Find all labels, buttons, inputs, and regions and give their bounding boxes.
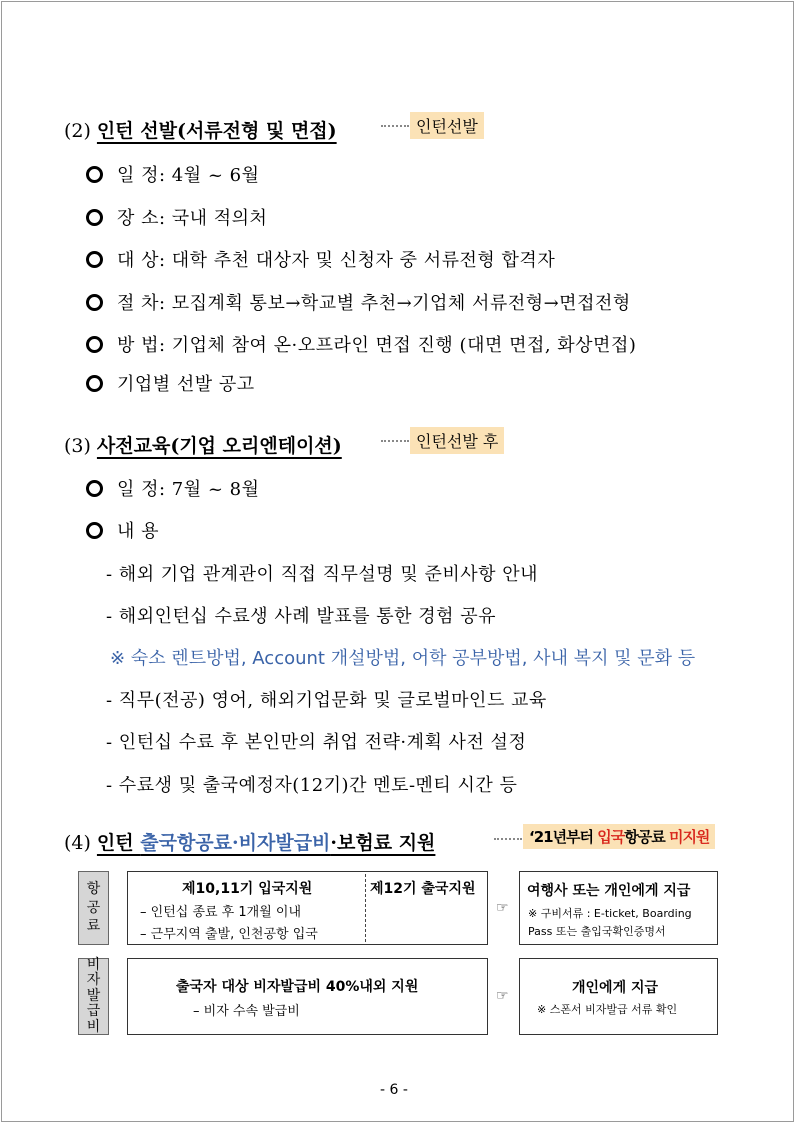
circle-bullet-icon bbox=[86, 166, 103, 183]
section-2-heading bbox=[64, 116, 337, 143]
bullet-text: 대 상: 대학 추천 대상자 및 신청자 중 서류전형 합격자 bbox=[117, 250, 556, 271]
section-4-heading bbox=[64, 828, 435, 855]
label-char: 발 bbox=[86, 987, 101, 1004]
label-char: 자 bbox=[86, 972, 101, 989]
bullet-text: 일 정: 7월 ~ 8월 bbox=[117, 479, 260, 500]
visa-support-heading: 출국자 대상 비자발급비 40%내외 지원 bbox=[176, 979, 419, 995]
airfare-col2-heading: 제12기 출국지원 bbox=[370, 881, 476, 897]
pointing-hand-icon: ☞ bbox=[496, 988, 509, 1004]
label-char: 비 bbox=[86, 957, 101, 974]
airfare-col1-line: – 인턴십 종료 후 1개월 이내 bbox=[140, 905, 302, 920]
title-part: ·보험료 지원 bbox=[330, 832, 436, 854]
tag-text-red: 입국 bbox=[597, 828, 625, 846]
section-tag: 인턴선발 bbox=[410, 112, 484, 139]
dotted-leader bbox=[381, 125, 409, 127]
bullet-item bbox=[86, 204, 267, 230]
section-number: (2) bbox=[64, 120, 91, 142]
circle-bullet-icon bbox=[86, 336, 103, 353]
bullet-text: 절 차: 모집계획 통보→학교별 추천→기업체 서류전형→면접전형 bbox=[117, 293, 631, 314]
dash-item: - 인턴십 수료 후 본인만의 취업 전략·계획 사전 설정 bbox=[106, 732, 527, 753]
label-char: 료 bbox=[86, 918, 101, 935]
airfare-payment-box bbox=[519, 871, 718, 945]
visa-fee-label bbox=[78, 958, 109, 1035]
bullet-text: 방 법: 기업체 참여 온·오프라인 면접 진행 (대면 면접, 화상면접) bbox=[117, 335, 637, 356]
circle-bullet-icon bbox=[86, 375, 103, 392]
column-divider bbox=[365, 874, 366, 942]
dash-item: - 해외인턴십 수료생 사례 발표를 통한 경험 공유 bbox=[106, 606, 497, 627]
title-part-blue: 출국항공료·비자발급비 bbox=[140, 832, 331, 854]
section-title bbox=[97, 832, 435, 854]
section-number: (3) bbox=[64, 435, 91, 457]
airfare-payment-note: ※ 구비서류 : E-ticket, Boarding bbox=[528, 907, 692, 920]
tag-text: 항공료 bbox=[624, 828, 669, 846]
airfare-label bbox=[78, 871, 109, 945]
page-number: - 6 - bbox=[380, 1082, 408, 1098]
airfare-payment-heading: 여행사 또는 개인에게 지급 bbox=[527, 883, 691, 899]
label-char: 급 bbox=[86, 1003, 101, 1020]
bullet-text: 일 정: 4월 ~ 6월 bbox=[117, 165, 260, 186]
visa-support-box bbox=[127, 958, 488, 1035]
dotted-leader bbox=[381, 440, 409, 442]
visa-payment-box bbox=[519, 958, 718, 1035]
dash-item: - 수료생 및 출국예정자(12기)간 멘토-멘티 시간 등 bbox=[106, 775, 518, 796]
bullet-item bbox=[86, 246, 555, 272]
airfare-col1-line: – 근무지역 출발, 인천공항 입국 bbox=[140, 927, 318, 942]
bullet-item bbox=[86, 475, 260, 501]
circle-bullet-icon bbox=[86, 251, 103, 268]
section-number: (4) bbox=[64, 832, 91, 854]
label-char: 공 bbox=[86, 899, 101, 916]
section-tag bbox=[523, 824, 715, 849]
circle-bullet-icon bbox=[86, 209, 103, 226]
bullet-item bbox=[86, 370, 255, 396]
tag-text-red: 미지원 bbox=[668, 828, 710, 846]
circle-bullet-icon bbox=[86, 480, 103, 497]
bullet-item bbox=[86, 289, 631, 315]
circle-bullet-icon bbox=[86, 522, 103, 539]
section-title: 사전교육(기업 오리엔테이션) bbox=[96, 435, 342, 457]
title-part: 인턴 bbox=[96, 832, 141, 854]
pointing-hand-icon: ☞ bbox=[496, 900, 509, 916]
dash-item: - 직무(전공) 영어, 해외기업문화 및 글로벌마인드 교육 bbox=[106, 690, 547, 711]
label-char: 항 bbox=[86, 880, 101, 897]
airfare-support-box bbox=[127, 871, 488, 945]
airfare-payment-note: Pass 또는 출입국확인증명서 bbox=[528, 925, 666, 938]
section-tag: 인턴선발 후 bbox=[410, 427, 504, 454]
tag-text: ‘21년부터 bbox=[529, 828, 598, 846]
visa-payment-note: ※ 스폰서 비자발급 서류 확인 bbox=[537, 1003, 678, 1016]
bullet-text: 기업별 선발 공고 bbox=[117, 374, 255, 395]
bullet-text: 장 소: 국내 적의처 bbox=[117, 208, 268, 229]
dash-item: - 해외 기업 관계관이 직접 직무설명 및 준비사항 안내 bbox=[106, 564, 539, 585]
bullet-item bbox=[86, 161, 260, 187]
circle-bullet-icon bbox=[86, 294, 103, 311]
dotted-leader bbox=[494, 838, 522, 840]
airfare-col1-heading: 제10,11기 입국지원 bbox=[182, 881, 313, 897]
visa-payment-heading: 개인에게 지급 bbox=[572, 980, 659, 996]
bullet-text: 내 용 bbox=[117, 521, 159, 542]
label-char: 비 bbox=[86, 1018, 101, 1035]
bullet-item bbox=[86, 331, 636, 357]
bullet-item bbox=[86, 517, 159, 543]
visa-support-line: – 비자 수속 발급비 bbox=[193, 1004, 300, 1019]
section-title: 인턴 선발(서류전형 및 면접) bbox=[96, 120, 337, 142]
note-text: ※ 숙소 렌트방법, Account 개설방법, 어학 공부방법, 사내 복지 및 문화 등 bbox=[110, 648, 696, 669]
section-3-heading bbox=[64, 431, 342, 458]
